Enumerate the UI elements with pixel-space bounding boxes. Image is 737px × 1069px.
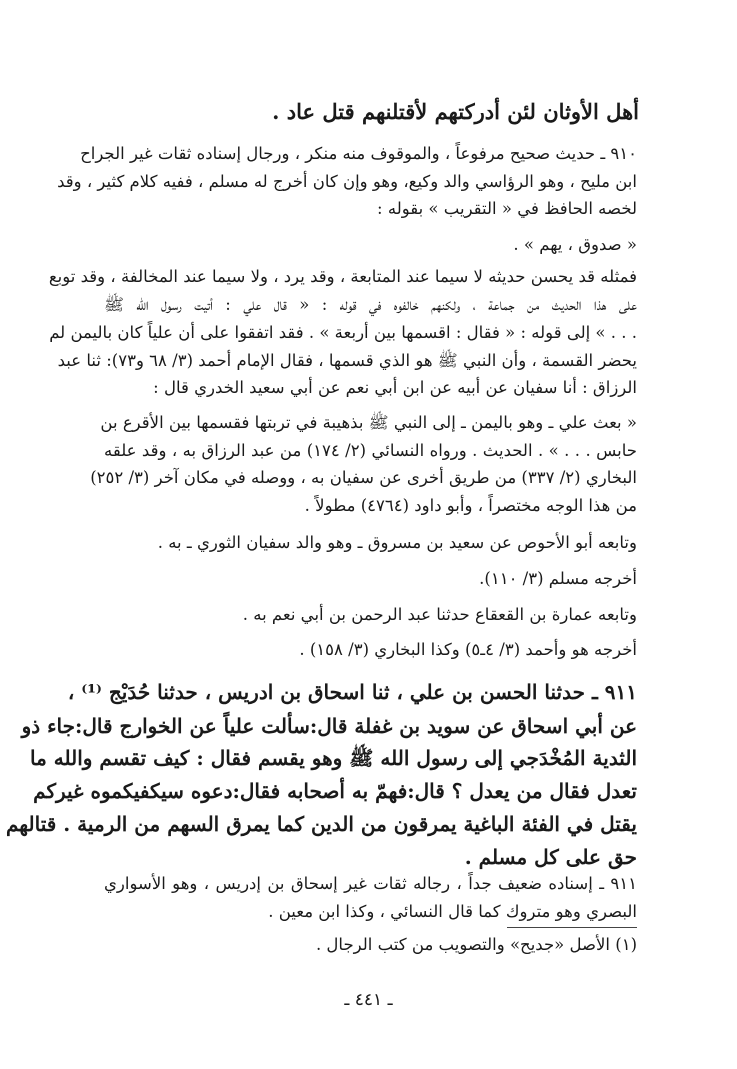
quote-line: « بعث علي ـ وهو باليمن ـ إلى النبي ﷺ بذهيبة في تربتها فقسمها بين الأقرع بن <box>100 413 637 432</box>
commentary-line: أخرجه هو وأحمد (٣/ ٤ـ٥) وكذا البخاري (٣/ ١٥٨) . <box>299 640 637 659</box>
commentary-line: وتابعه أبو الأحوص عن سعيد بن مسروق ـ وهو والد سفيان الثوري ـ به . <box>157 533 637 552</box>
commentary-line: وتابعه عمارة بن القعقاع حدثنا عبد الرحمن بن أبي نعم به . <box>242 605 637 624</box>
hadith-line: تعدل فقال من يعدل ؟ قال:فهمّ به أصحابه فقال:دعوه سيكفيكموه غيركم <box>33 779 637 803</box>
commentary-line: يحضر القسمة ، وأن النبي ﷺ هو الذي قسمها ، فقال الإمام أحمد (٣/ ٦٨ و٧٣): ثنا عبد <box>57 351 637 370</box>
commentary-line: ٩١٠ ـ حديث صحيح مرفوعاً ، والموقوف منه منكر ، ورجال إسناده ثقات غير الجراح <box>80 144 637 163</box>
hadith-line: يقتل في الفئة الباغية يمرقون من الدين كما يمرق السهم من الرمية . قتالهم <box>5 812 637 836</box>
commentary-line: لخصه الحافظ في « التقريب » بقوله : <box>377 199 637 218</box>
commentary-line: ٩١١ ـ إسناده ضعيف جداً ، رجاله ثقات غير إسحاق بن إدريس ، وهو الأسواري <box>104 874 637 893</box>
commentary-line: أخرجه مسلم (٣/ ١١٠). <box>479 569 637 588</box>
page-number: ـ ٤٤١ ـ <box>344 990 393 1010</box>
commentary-line: فمثله قد يحسن حديثه لا سيما عند المتابعة ، وقد يرد ، ولا سيما عند المخالفة ، وقد توبع <box>48 267 637 286</box>
quote-line: « صدوق ، يهم » . <box>513 235 637 254</box>
footnote-separator <box>507 927 637 928</box>
commentary-line: من هذا الوجه مختصراً ، وأبو داود (٤٧٦٤) مطولاً . <box>304 496 637 515</box>
commentary-line: حابس . . . » . الحديث . ورواه النسائي (٢/ ١٧٤) من عبد الرزاق به ، وقد علقه <box>104 441 637 460</box>
heading-line: أهل الأوثان لئن أدركتهم لأقتلنهم قتل عاد . <box>272 99 639 124</box>
commentary-line: البصري وهو متروك كما قال النسائي ، وكذا ابن معين . <box>268 902 637 921</box>
hadith-line: عن أبي اسحاق عن سويد بن غفلة قال:سألت علياً عن الخوارج قال:جاء ذو <box>21 714 637 738</box>
footnote: (١) الأصل «جديح» والتصويب من كتب الرجال . <box>315 935 637 954</box>
commentary-line: على هذا الحديث من جماعة ، ولكنهم خالفوه في قوله : « قال علي : أتيت رسول الله ﷺ <box>104 295 637 314</box>
commentary-line: الرزاق : أنا سفيان عن أبيه عن ابن أبي نعم عن أبي سعيد الخدري قال : <box>153 378 637 397</box>
commentary-line: البخاري (٢/ ٣٣٧) من طريق أخرى عن سفيان به ، ووصله في مكان آخر (٣/ ٢٥٢) <box>90 468 637 487</box>
hadith-line: ٩١١ ـ حدثنا الحسن بن علي ، ثنا اسحاق بن ادريس ، حدثنا حُدَيْج ⁽¹⁾ ، <box>67 680 637 704</box>
hadith-line: حق على كل مسلم . <box>464 845 637 869</box>
hadith-line: الثدية المُخْدَجي إلى رسول الله ﷺ وهو يقسم فقال : كيف تقسم والله ما <box>29 746 637 770</box>
commentary-line: . . . » إلى قوله : « فقال : اقسمها بين أربعة » . فقد اتفقوا على أن علياً كان باليمن لم <box>49 323 637 342</box>
commentary-line: ابن مليح ، وهو الرؤاسي والد وكيع، وهو وإن كان أخرج له مسلم ، ففيه كلام كثير ، وقد <box>57 172 637 191</box>
